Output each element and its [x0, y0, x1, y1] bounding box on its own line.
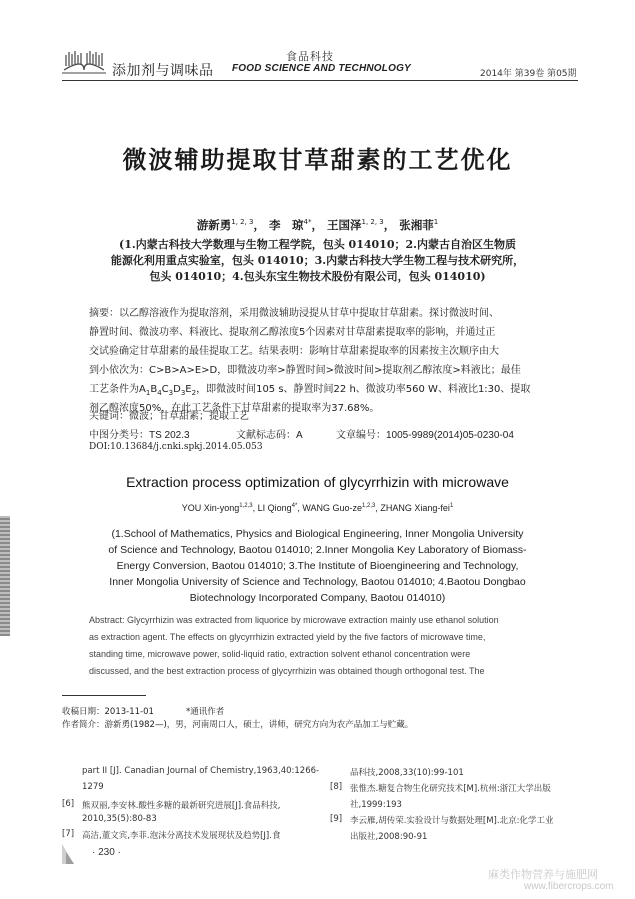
abstract-cn-line: 交试验确定甘草甜素的最佳提取工艺。结果表明：影响甘草甜素提取率的因素按主次顺序由大 — [89, 346, 499, 357]
factor-level: 4 — [157, 389, 162, 397]
factor-letter: A — [139, 384, 146, 395]
affiliation-line-cn: (1.内蒙古科技大学数理与生物工程学院，包头 014010；2.内蒙古自治区生物质 — [119, 238, 516, 251]
received-label: 收稿日期： — [62, 707, 105, 717]
author-affiliation-mark: 1 — [433, 218, 439, 227]
abstract-cn-text: ，即微波时间105 s、静置时间22 h、微波功率560 W、料液比1:30、提取 — [196, 384, 531, 395]
section-label: 添加剂与调味品 — [112, 63, 214, 79]
abstract-en-line: as extraction agent. The effects on glycyrrhizin extracted yield by the five factors of microwave time, — [89, 632, 486, 642]
article-number — [336, 426, 514, 441]
factor-letter: C — [161, 384, 169, 395]
received-value: 2013-11-01 — [104, 707, 154, 717]
author-affiliation-mark: 1 — [449, 503, 454, 509]
author-bio: 作者简介：游新勇(1982—)，男，河南周口人，硕士，讲师，研究方向为农产品加工与贮藏。 — [62, 720, 414, 730]
keywords-cn: 关键词：微波；甘草甜素；提取工艺 — [89, 411, 249, 422]
abstract-cn-line: 到小依次为：C>B>A>E>D，即微波功率>静置时间>微波时间>提取剂乙醇浓度>料液比；最佳 — [89, 365, 521, 376]
doc-code — [236, 426, 303, 441]
page-corner-icon — [60, 838, 90, 866]
affiliation-line-cn: 能源化利用重点实验室，包头 014010；3.内蒙古科技大学生物工程与技术研究所， — [110, 254, 525, 267]
affiliation-line-en: Energy Conversion, Baotou 014010; 3.The Institute of Bioengineering and Technology, — [116, 560, 519, 572]
reference-line: 高洁,董文宾,李菲.泡沫分离技术发展现状及趋势[J].食 — [82, 831, 281, 841]
affiliation-line-en: (1.School of Mathematics, Physics and Biological Engineering, Inner Mongolia University — [111, 528, 524, 540]
watermark-url: www.fibercrops.com — [524, 881, 614, 892]
factor-letter: B — [150, 384, 158, 395]
issue-info: 2014年 第39卷 第05期 — [480, 69, 577, 79]
page-edge-tab — [0, 516, 10, 636]
reference-line: 李云雁,胡传荣.实验设计与数据处理[M].北京:化学工业 — [350, 816, 554, 826]
article-title-en: Extraction process optimization of glycyrrhizin with microwave — [126, 474, 509, 490]
author-name-en: WANG Guo-ze — [302, 503, 363, 513]
reference-number: [7] — [62, 829, 75, 839]
factor-letter: D — [173, 384, 181, 395]
reference-line: 1279 — [82, 782, 104, 792]
affiliation-line-en: Biotechnology Incorporated Company, Baotou 014010) — [189, 592, 446, 604]
reference-line: 张惟杰.糖复合物生化研究技术[M].杭州:浙江大学出版 — [350, 784, 551, 794]
author-name: 李 琼 — [269, 218, 304, 232]
author-affiliation-mark: 1, 2, 3 — [231, 218, 254, 227]
watermark-cn: 麻类作物营养与施肥网 — [488, 868, 598, 881]
reference-number: [6] — [62, 799, 75, 809]
author-affiliation-mark: 1,2,3 — [362, 503, 376, 509]
affiliation-line-cn: 包头 014010；4.包头东宝生物技术股份有限公司，包头 014010) — [149, 270, 486, 283]
optimal-combo — [139, 384, 196, 395]
classification-line — [89, 426, 190, 441]
abstract-cn-line: 剂乙醇浓度50%，在此工艺条件下甘草甜素的提取率为37.68%。 — [89, 403, 380, 414]
clc-label: 中图分类号： — [89, 430, 149, 441]
author-name-en: YOU Xin-yong — [181, 503, 240, 513]
reference-line: 熊双丽,李安林.酸性多糖的最新研究进展[J].食品科技, — [82, 801, 281, 811]
page-number: · 230 · — [92, 847, 121, 858]
corresponding-author-mark: *通讯作者 — [186, 707, 225, 717]
reference-line: 社,1999:193 — [350, 800, 402, 810]
header-rule — [62, 80, 578, 81]
abstract-cn-line: 静置时间、微波功率、料液比、提取剂乙醇浓度5个因素对甘草甜素提取率的影响，并通过正 — [89, 327, 496, 338]
abstract-en-line: Abstract: Glycyrrhizin was extracted from liquorice by microwave extraction mainly use ethanol solution — [89, 615, 499, 625]
reference-line: 2010,35(5):80-83 — [82, 814, 157, 824]
abstract-en-line: standing time, microwave power, solid-liquid ratio, extraction solvent ethanol concentration were — [89, 649, 471, 659]
factor-level: 3 — [168, 389, 174, 397]
factor-level: 3 — [180, 389, 186, 397]
doc-code-label: 文献标志码： — [236, 430, 296, 441]
article-no-value: 1005-9989(2014)05-0230-04 — [386, 430, 514, 441]
author-affiliation-mark: 1, 2, 3 — [361, 218, 384, 227]
reference-line: part II [J]. Canadian Journal of Chemistry,1963,40:1266- — [82, 766, 320, 776]
author-name-en: ZHANG Xiang-fei — [380, 503, 450, 513]
affiliation-line-en: of Science and Technology, Baotou 014010; 2.Inner Mongolia Key Laboratory of Biomass- — [108, 544, 527, 556]
abstract-en-line: discussed, and the best extraction process of glycyrrhizin was obtained though orthogonal test. The — [89, 666, 485, 676]
clc-value: TS 202.3 — [149, 430, 190, 441]
article-no-label: 文章编号： — [336, 430, 386, 441]
doc-code-value: A — [296, 430, 303, 441]
author-name-en: LI Qiong — [257, 503, 292, 513]
authors-en: YOU Xin-yong$^{1,2,3}$, LI Qiong$^{4*}$, WANG Guo-ze$^{1,2,3}$, ZHANG Xiang-fei$^1$ — [181, 503, 454, 513]
author-affiliation-mark: 1,2,3 — [239, 503, 253, 509]
factor-level: 2 — [191, 389, 197, 397]
affiliation-line-en: Inner Mongolia University of Science and Technology, Baotou 014010; 4.Baotou Dongbao — [109, 576, 526, 588]
factor-level: 1 — [145, 389, 151, 397]
author-name: 游新勇 — [196, 218, 232, 232]
author-affiliation-mark: 4* — [291, 503, 298, 509]
received-date — [62, 705, 154, 717]
book-logo-icon — [58, 46, 110, 78]
author-name: 王国泽 — [327, 218, 362, 232]
author-affiliation-mark: 4* — [303, 218, 312, 227]
author-name: 张湘菲 — [399, 218, 434, 232]
reference-number: [8] — [330, 782, 343, 792]
factor-letter: E — [185, 384, 192, 395]
doi: DOI:10.13684/j.cnki.spkj.2014.05.053 — [89, 442, 263, 452]
authors-cn: 游新勇$^{1, 2, 3}$， 李 琼$^{4*}$， 王国泽$^{1, 2, 3}$， 张湘菲$^1$ — [196, 218, 439, 232]
article-title-cn: 微波辅助提取甘草甜素的工艺优化 — [122, 146, 513, 174]
footnote-rule — [62, 695, 146, 696]
abstract-cn-line: 摘要：以乙醇溶液作为提取溶剂，采用微波辅助浸提从甘草中提取甘草甜素。探讨微波时间、 — [89, 308, 499, 319]
journal-name-en: FOOD SCIENCE AND TECHNOLOGY — [232, 63, 411, 74]
reference-number: [9] — [330, 814, 343, 824]
reference-line: 品科技,2008,33(10):99-101 — [350, 768, 464, 778]
abstract-cn-line: 工艺条件为$A_1B_4C_3D_3E_2$，即微波时间105 s、静置时间22 h、微波功率560 W、料液比1:30、提取 — [89, 384, 531, 397]
reference-line: 出版社,2008:90-91 — [350, 832, 428, 842]
journal-name-cn: 食品科技 — [286, 50, 334, 63]
